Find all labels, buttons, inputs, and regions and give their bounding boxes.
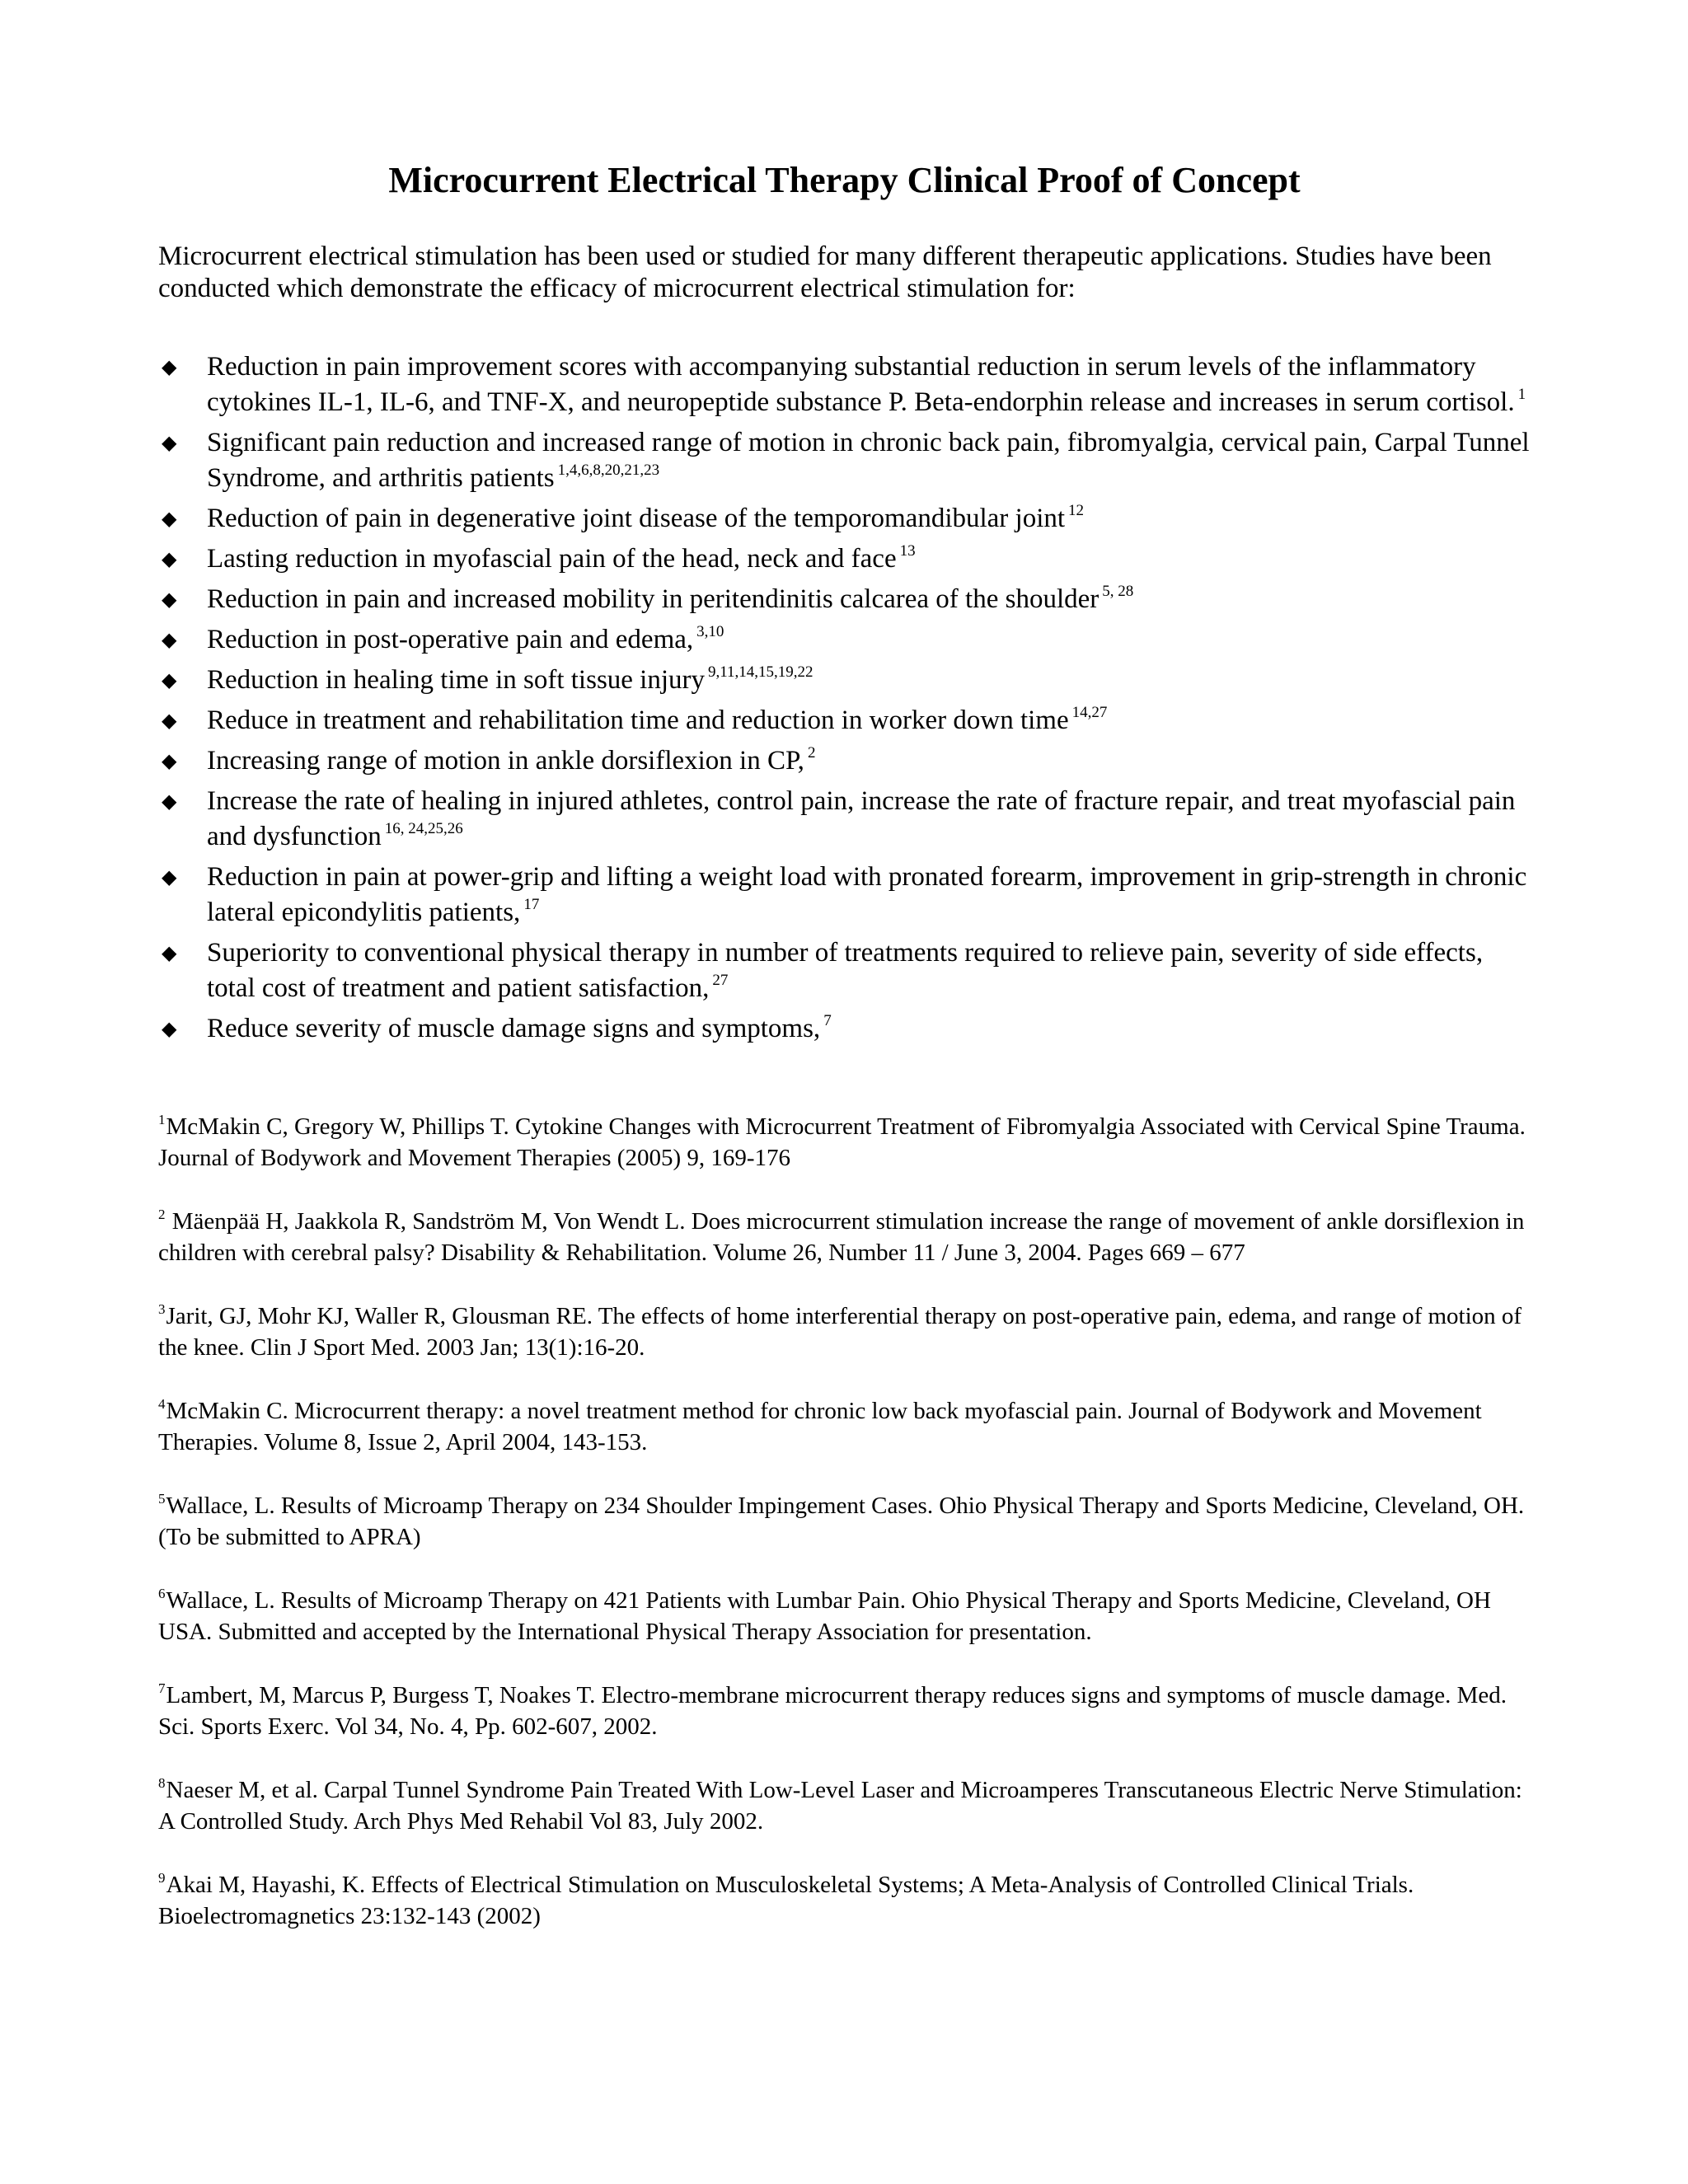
reference-entry [158,1206,1531,1268]
citation-superscript: 2 [807,744,816,762]
list-item [158,541,1531,577]
reference-text: McMakin C. Microcurrent therapy: a novel treatment method for chronic low back myofascial pain. Journal of Bodywork and Movement Therapies. Volume 8, Issue 2, April 2004, 143-153. [158,1398,1482,1455]
citation-superscript: 5, 28 [1102,583,1134,600]
list-item-text: Significant pain reduction and increased range of motion in chronic back pain, fibromyalgia, cervical pain, Carpal Tunnel Syndrome, and arthritis patients [207,428,1530,493]
list-item [158,784,1531,855]
list-item-text: Superiority to conventional physical therapy in number of treatments required to relieve pain, severity of side effects, total cost of treatment and patient satisfaction, [207,938,1484,1003]
diamond-bullet-icon: ◆ [162,709,177,732]
references-section [158,1111,1531,1964]
list-item-text: Reduce severity of muscle damage signs and symptoms, [207,1014,821,1043]
list-item [158,349,1531,420]
efficacy-list [158,349,1531,1052]
reference-text: Akai M, Hayashi, K. Effects of Electrical Stimulation on Musculoskeletal Systems; A Meta-Analysis of Controlled Clinical Trials. Bioelectromagnetics 23:132-143 (2002) [158,1872,1414,1929]
list-item-text: Lasting reduction in myofascial pain of the head, neck and face [207,544,897,574]
citation-superscript: 13 [899,542,916,560]
reference-text: Lambert, M, Marcus P, Burgess T, Noakes T. Electro-membrane microcurrent therapy reduces signs and symptoms of muscle damage. Med. Sci. Sports Exerc. Vol 34, No. 4, Pp. 602-607, 2002. [158,1682,1507,1740]
list-item [158,743,1531,779]
list-item [158,663,1531,698]
reference-text: Mäenpää H, Jaakkola R, Sandström M, Von Wendt L. Does microcurrent stimulation increase the range of movement of ankle dorsiflexion in children with cerebral palsy? Disability & Rehabilitation. Volume 26, Number 11 / June 3, 2004. Pages 669 – 677 [158,1208,1525,1266]
citation-superscript: 16, 24,25,26 [384,820,463,837]
list-item [158,1011,1531,1047]
list-item-text: Reduce in treatment and rehabilitation time and reduction in worker down time [207,705,1069,735]
reference-entry [158,1395,1531,1458]
intro-paragraph: Microcurrent electrical stimulation has been used or studied for many different therapeutic applications. Studies have been conducted which demonstrate the efficacy of microcurrent electrical stimulation for: [158,241,1492,303]
reference-text: Jarit, GJ, Mohr KJ, Waller R, Glousman RE. The effects of home interferential therapy on post-operative pain, edema, and range of motion of the knee. Clin J Sport Med. 2003 Jan; 13(1):16-20. [158,1303,1522,1361]
list-item [158,935,1531,1006]
reference-number: 4 [158,1396,166,1412]
document-title: Microcurrent Electrical Therapy Clinical Proof of Concept [388,160,1301,200]
list-item-text: Increasing range of motion in ankle dorsiflexion in CP, [207,746,804,776]
diamond-bullet-icon: ◆ [162,941,177,964]
diamond-bullet-icon: ◆ [162,355,177,378]
list-item-text: Reduction in healing time in soft tissue injury [207,665,706,695]
list-item-text: Reduction in pain and increased mobility in peritendinitis calcarea of the shoulder [207,584,1100,614]
list-item [158,703,1531,738]
reference-number: 3 [158,1301,166,1317]
diamond-bullet-icon: ◆ [162,790,177,813]
diamond-bullet-icon: ◆ [162,668,177,691]
reference-number: 1 [158,1112,166,1127]
reference-entry [158,1869,1531,1932]
diamond-bullet-icon: ◆ [162,431,177,454]
citation-superscript: 14,27 [1071,704,1108,721]
list-item-text: Reduction in post-operative pain and edema, [207,625,694,654]
citation-superscript: 27 [712,972,729,989]
citation-superscript: 12 [1068,502,1085,519]
reference-number: 7 [158,1680,166,1696]
diamond-bullet-icon: ◆ [162,547,177,570]
reference-entry [158,1490,1531,1553]
citation-superscript: 1,4,6,8,20,21,23 [557,462,660,479]
reference-text: Naeser M, et al. Carpal Tunnel Syndrome Pain Treated With Low-Level Laser and Microamperes Transcutaneous Electric Nerve Stimulation: A Controlled Study. Arch Phys Med Rehabil Vol 83, July 2002. [158,1777,1522,1835]
reference-entry [158,1111,1531,1174]
reference-number: 2 [158,1207,166,1222]
reference-text: McMakin C, Gregory W, Phillips T. Cytokine Changes with Microcurrent Treatment of Fibromyalgia Associated with Cervical Spine Trauma. Journal of Bodywork and Movement Therapies (2005) 9, 169-176 [158,1113,1526,1171]
diamond-bullet-icon: ◆ [162,865,177,888]
reference-entry [158,1680,1531,1742]
reference-number: 5 [158,1491,166,1507]
reference-text: Wallace, L. Results of Microamp Therapy on 421 Patients with Lumbar Pain. Ohio Physical Therapy and Sports Medicine, Cleveland, OH USA. Submitted and accepted by the International Physical Therapy Association for presentation. [158,1587,1491,1645]
reference-entry [158,1301,1531,1363]
citation-superscript: 1 [1517,386,1526,403]
reference-number: 8 [158,1775,166,1791]
list-item-text: Reduction of pain in degenerative joint disease of the temporomandibular joint [207,504,1066,533]
list-item-text: Reduction in pain at power-grip and lifting a weight load with pronated forearm, improvement in grip-strength in chronic lateral epicondylitis patients, [207,862,1527,927]
diamond-bullet-icon: ◆ [162,1017,177,1040]
list-item [158,425,1531,496]
citation-superscript: 3,10 [696,623,724,640]
list-item [158,582,1531,617]
reference-number: 9 [158,1870,166,1886]
diamond-bullet-icon: ◆ [162,588,177,611]
diamond-bullet-icon: ◆ [162,749,177,772]
citation-superscript: 9,11,14,15,19,22 [708,663,814,681]
list-item [158,501,1531,537]
list-item-text: Reduction in pain improvement scores with accompanying substantial reduction in serum levels of the inflammatory cytokines IL-1, IL-6, and TNF-X, and neuropeptide substance P. Beta-endorphin release and increases in serum cortisol. [207,352,1515,417]
reference-number: 6 [158,1586,166,1601]
reference-entry [158,1774,1531,1837]
reference-entry [158,1585,1531,1647]
diamond-bullet-icon: ◆ [162,628,177,651]
citation-superscript: 7 [823,1012,832,1029]
list-item-text: Increase the rate of healing in injured athletes, control pain, increase the rate of fracture repair, and treat myofascial pain and dysfunction [207,786,1516,851]
reference-text: Wallace, L. Results of Microamp Therapy on 234 Shoulder Impingement Cases. Ohio Physical Therapy and Sports Medicine, Cleveland, OH. (To be submitted to APRA) [158,1493,1525,1550]
citation-superscript: 17 [523,896,540,913]
list-item [158,860,1531,930]
diamond-bullet-icon: ◆ [162,507,177,530]
list-item [158,622,1531,658]
